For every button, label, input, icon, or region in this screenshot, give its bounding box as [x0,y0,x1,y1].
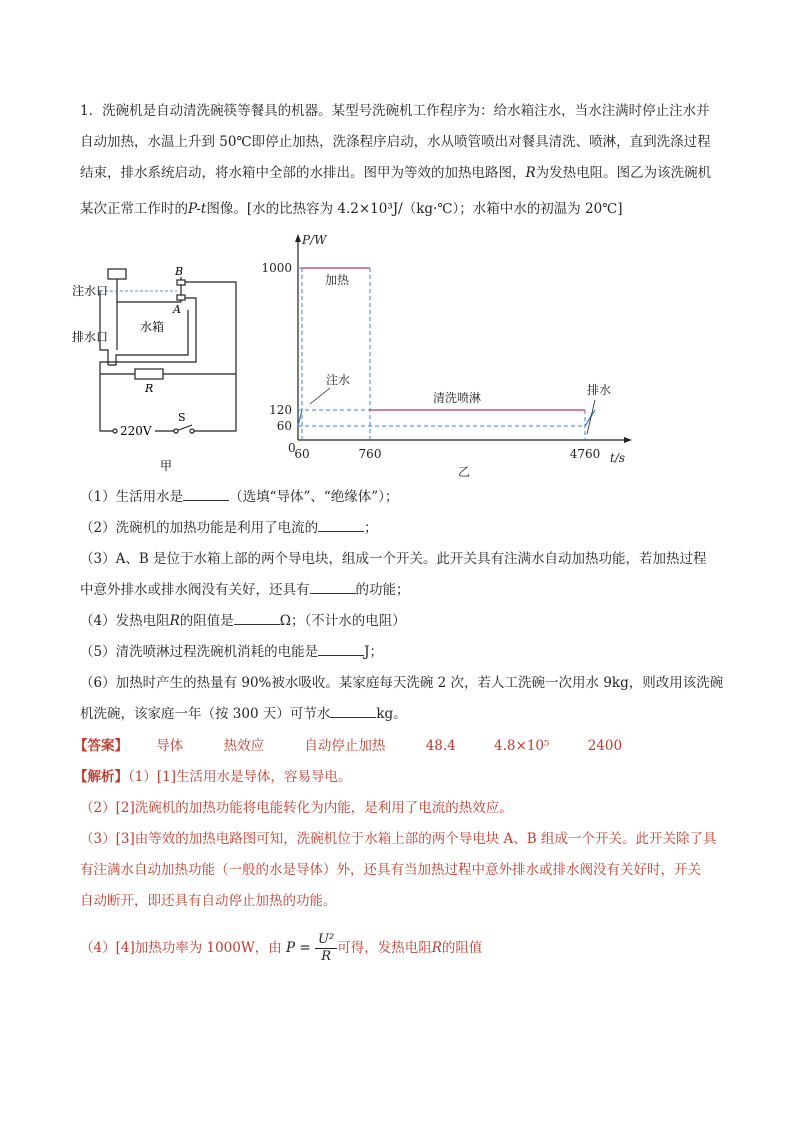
y-axis-arrow [295,234,301,242]
y-tick-label: 1000 [261,261,292,275]
answer-5: 4.8×10⁵ [494,738,550,754]
annotation-wash: 清洗喷淋 [433,391,482,405]
answer-tag: 【答案】 [74,738,128,754]
answer-blank[interactable] [234,612,280,625]
sub-question-1: （1）生活用水是 （选填“导体”、“绝缘体”）； [80,489,399,505]
analysis-3-line-1: （3）[3]由等效的加热电路图可知，洗碗机位于水箱上部的两个导电块 A、B 组成一个开关。此开关除了具 [80,831,717,847]
sub-question-4: （4）发热电阻R的阻值是 Ω；（不计水的电阻） [80,613,406,629]
answer-blank[interactable] [318,519,364,532]
question-line-2: 自动加热，水温上升到 50℃即停止加热，洗涤程序启动，水从喷管喷出对餐具清洗、喷淋，直到洗涤过程 [80,134,711,150]
annotation-heating: 加热 [325,273,350,287]
resistor-label: R [145,382,154,395]
analysis-3-line-2: 有注满水自动加热功能（一般的水是导体）外，还具有当加热过程中意外排水或排水阀没有关好时，开关 [80,862,701,878]
analysis-2: （2）[2]洗碗机的加热功能将电能转化为内能，是利用了电流的热效应。 [80,800,513,816]
y-tick-label: 60 [276,419,292,433]
chart-caption: 乙 [458,465,471,478]
x-tick-label: 60 [294,447,310,461]
answer-2: 热效应 [223,738,265,754]
origin-label: 0 [288,441,296,455]
voltage-label: 220V [120,424,152,438]
x-tick-label: 760 [358,447,382,461]
series-segment [298,410,302,426]
block-b-label: B [175,265,184,278]
question-line-4: 某次正常工作时的P-t图像。[水的比热容为 4.2×10³J/（kg·℃）；水箱中水的初温为 20℃] [80,201,623,217]
outlet-label: 排水口 [72,330,109,344]
answer-blank[interactable] [330,705,376,718]
series-segment [585,410,595,426]
answer-blank[interactable] [183,488,229,501]
answer-row [74,737,622,755]
answer-6: 2400 [587,738,623,754]
tank-label: 水箱 [140,320,165,334]
sub-question-6-line-1: （6）加热时产生的热量有 90%被水吸收。某家庭每天洗碗 2 次，若人工洗碗一次用水 9kg，则改用该洗碗 [80,675,724,691]
annotation-drain: 排水 [587,383,612,397]
answer-1: 导体 [156,738,184,754]
switch-label: S [178,411,186,424]
x-axis-label: t/s [610,451,626,465]
analysis-1: 【解析】（1）[1]生活用水是导体，容易导电。 [74,769,352,785]
y-axis-label: P/W [302,233,327,247]
answer-3: 自动停止加热 [304,738,386,754]
sub-question-3-line-2: 中意外排水或排水阀没有关好，还具有 的功能； [80,582,410,598]
formula-fraction: $\frac{\text{U²}}{R}$ [315,932,337,965]
analysis-4: （4）[4]加热功率为 1000W，由 P = $\frac{\text{U²}}{R}$ 可得，发热电阻R的阻值 [80,932,483,964]
sub-question-6-line-2: 机洗碗，该家庭一年（按 300 天）可节水 kg。 [80,706,407,722]
sub-question-5: （5）清洗喷淋过程洗碗机消耗的电能是 J； [80,644,384,660]
y-tick-label: 120 [269,403,292,417]
answer-blank[interactable] [310,581,356,594]
analysis-3-line-3: 自动断开，即还具有自动停止加热的功能。 [80,893,337,909]
power-time-chart [258,230,648,478]
x-axis-arrow [624,437,632,443]
question-line-1: 1．洗碗机是自动清洗碗筷等餐具的机器。某型号洗碗机工作程序为：给水箱注水，当水注满时停止注水并 [80,103,710,119]
block-a-label: A [173,303,181,316]
inlet-label: 注水口 [72,284,109,298]
x-tick-label: 4760 [569,447,601,461]
circuit-caption: 甲 [160,459,173,473]
answer-blank[interactable] [318,643,364,656]
annotation-fill: 注水 [326,373,351,387]
circuit-diagram [60,255,260,480]
annotation-leader [310,388,330,404]
sub-question-2: （2）洗碗机的加热功能是利用了电流的 ； [80,520,378,536]
annotation-leader [587,400,595,434]
answer-4: 48.4 [425,738,456,754]
sub-question-3-line-1: （3）A、B 是位于水箱上部的两个导电块，组成一个开关。此开关具有注满水自动加热功能，若加热过程 [80,551,707,567]
question-line-3: 结束，排水系统启动，将水箱中全部的水排出。图甲为等效的加热电路图，R为发热电阻。图乙为该洗碗机 [80,165,712,181]
